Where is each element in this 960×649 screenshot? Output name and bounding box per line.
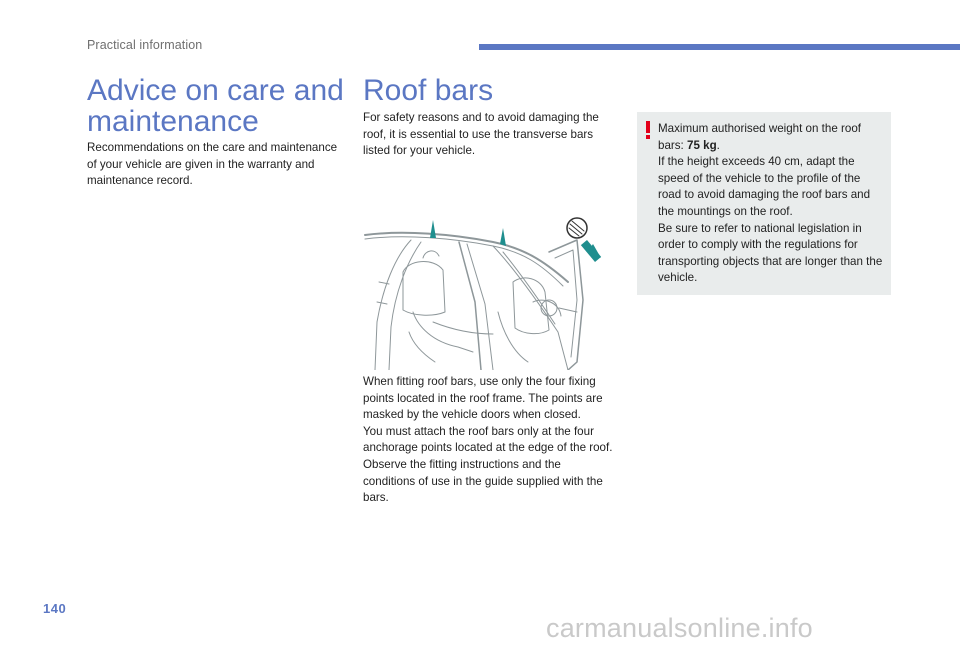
warning-weight-prefix: Maximum authorised weight on the roof bars: [658,122,861,152]
care-maintenance-text: Recommendations on the care and maintenance of your vehicle are given in the warranty and maintenance record. [87,141,338,188]
roof-bars-instructions [363,374,613,507]
instructions-paragraph: Observe the fitting instructions and the conditions of use in the guide supplied with the bars. [363,457,603,505]
warning-box [637,112,891,295]
warning-text [658,121,883,287]
care-title-line2: maintenance [87,105,259,138]
warning-weight-value: 75 kg [687,138,717,152]
exclamation-icon [645,121,651,139]
warning-weight-suffix: . [716,138,720,152]
warning-paragraph: If the height exceeds 40 cm, adapt the speed of the vehicle to the profile of the road to avoid damaging the roof bars and the mountings on the roof. [658,155,871,218]
care-maintenance-title [87,75,347,137]
instructions-paragraph: You must attach the roof bars only at the four anchorage points located at the edge of the roof. [363,424,613,455]
watermark: carmanualsonline.info [546,613,813,643]
care-title-line1: Advice on care and [87,74,344,107]
section-label: Practical information [87,38,203,52]
car-roof-fixing-points-illustration [363,212,609,370]
header-accent-bar [479,44,960,50]
roof-bars-intro: For safety reasons and to avoid damaging the roof, it is essential to use the transverse bars listed for your vehicle. [363,111,599,158]
page-number: 140 [43,601,67,616]
warning-paragraph: Be sure to refer to national legislation in order to comply with the regulations for transporting objects that are longer than the vehicle. [658,221,883,285]
roof-bars-title: Roof bars [363,74,494,107]
instructions-paragraph: When fitting roof bars, use only the four fixing points located in the roof frame. The points are masked by the vehicle doors when closed. [363,375,603,422]
